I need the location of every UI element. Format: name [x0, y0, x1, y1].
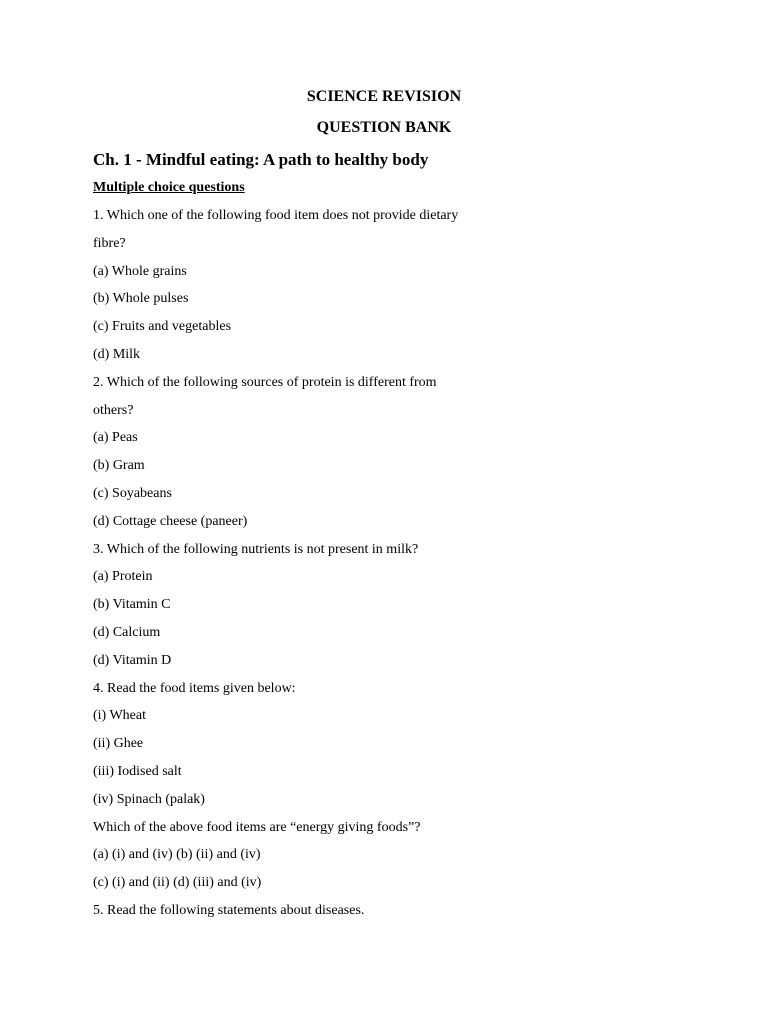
answer-option: (b) Gram [93, 458, 145, 474]
question-text: 4. Read the food items given below: [93, 680, 296, 696]
question-text: 1. Which one of the following food item does not provide dietary [93, 208, 459, 223]
answer-option: (c) Soyabeans [93, 485, 172, 501]
food-item: (ii) Ghee [93, 736, 144, 752]
section-heading: Multiple choice questions [93, 180, 245, 195]
answer-option: (d) Milk [93, 346, 141, 362]
food-item: (iv) Spinach (palak) [93, 791, 205, 807]
document-subtitle: QUESTION BANK [316, 119, 452, 136]
question-list [93, 206, 533, 929]
answer-option: (b) Vitamin C [93, 597, 171, 613]
question-text: 2. Which of the following sources of protein is different from [93, 374, 437, 390]
food-item: (iii) Iodised salt [93, 763, 182, 779]
answer-option: (a) Peas [93, 430, 138, 446]
answer-option: (c) Fruits and vegetables [93, 319, 232, 335]
answer-option: (a) Whole grains [93, 263, 187, 279]
answer-option: (a) (i) and (iv) (b) (ii) and (iv) [93, 847, 261, 863]
answer-option: (d) Vitamin D [93, 652, 172, 668]
document-title: SCIENCE REVISION [306, 88, 462, 105]
food-item: (i) Wheat [93, 708, 146, 724]
answer-option: (b) Whole pulses [93, 291, 189, 307]
answer-option: (a) Protein [93, 569, 153, 585]
question-text: 3. Which of the following nutrients is not present in milk? [93, 541, 419, 557]
question-text: 5. Read the following statements about diseases. [93, 902, 365, 918]
question-text: others? [93, 402, 134, 418]
question-text: Which of the above food items are “energy giving foods”? [93, 819, 421, 835]
question-text: fibre? [93, 235, 126, 251]
answer-option: (d) Calcium [93, 624, 161, 640]
chapter-heading: Ch. 1 - Mindful eating: A path to healthy body [93, 150, 429, 169]
answer-option: (d) Cottage cheese (paneer) [93, 513, 248, 529]
answer-option: (c) (i) and (ii) (d) (iii) and (iv) [93, 875, 262, 891]
